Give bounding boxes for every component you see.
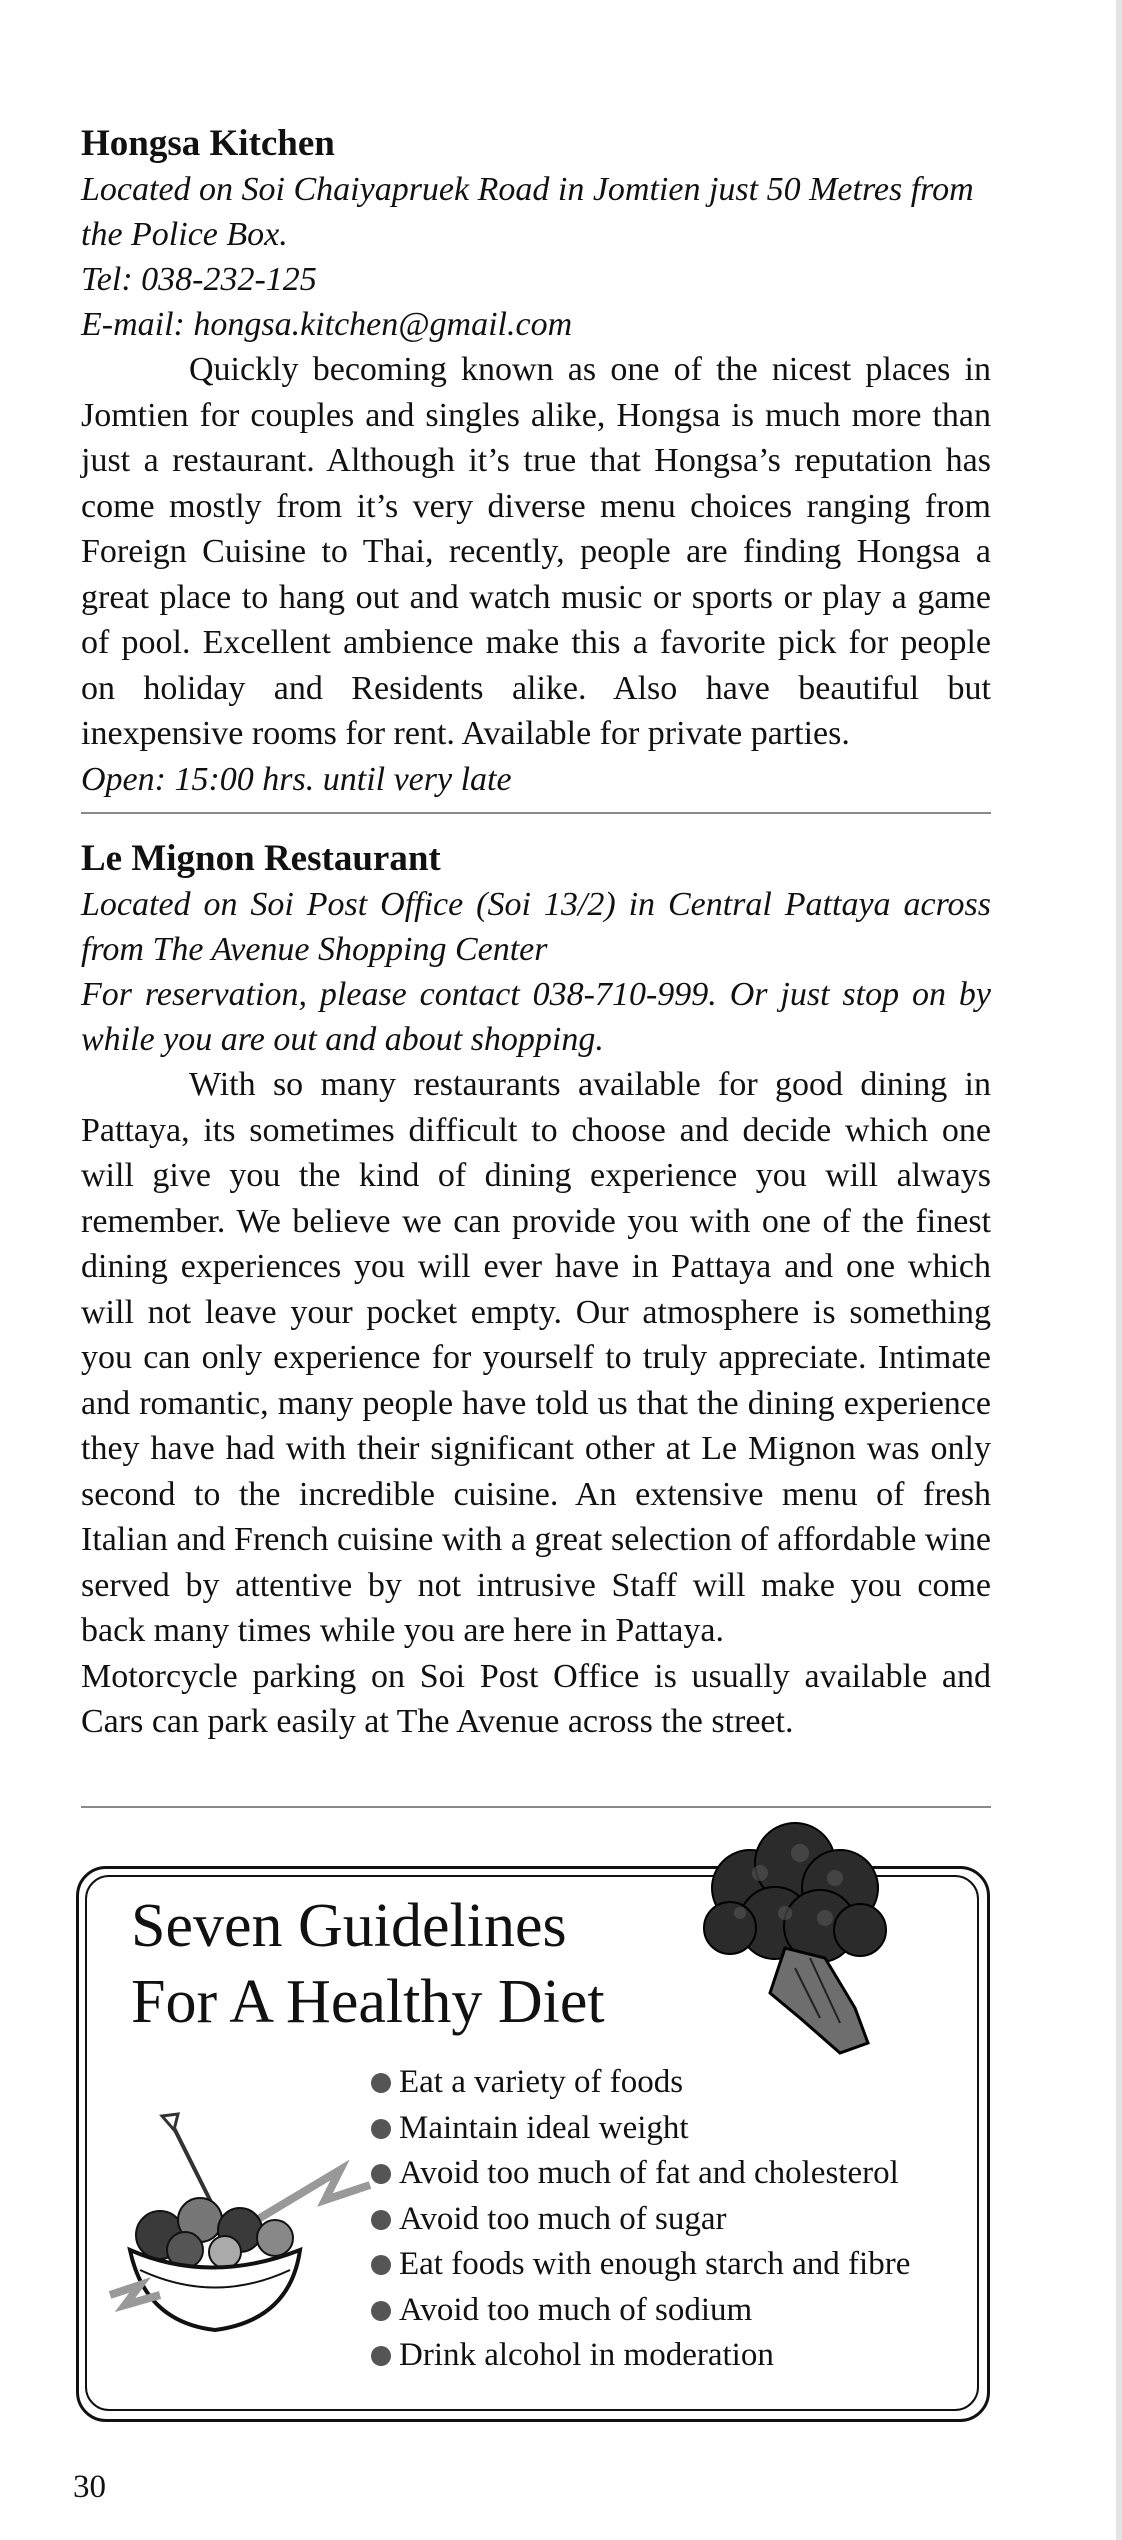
hongsa-title: Hongsa Kitchen [81, 123, 335, 164]
hongsa-kitchen-listing [81, 121, 991, 802]
bullet-icon [371, 2255, 391, 2275]
list-item: Avoid too much of sodium [371, 2288, 910, 2334]
hongsa-hours: Open: 15:00 hrs. until very late [81, 760, 512, 798]
hongsa-tel: Tel: 038-232-125 [81, 261, 317, 298]
mignon-reservation: For reservation, please contact 038-710-999. Or just stop on by while you are out and about shopping. [81, 976, 991, 1058]
guidelines-list [371, 2060, 910, 2379]
bullet-icon [371, 2073, 391, 2093]
mignon-parking: Motorcycle parking on Soi Post Office is usually available and Cars can park easily at The Avenue across the street. [81, 1657, 991, 1740]
hongsa-location: Located on Soi Chaiyapruek Road in Jomtien just 50 Metres from the Police Box. [81, 171, 974, 253]
bullet-icon [371, 2119, 391, 2139]
le-mignon-listing [81, 836, 991, 1745]
salad-bowl-icon [100, 2110, 400, 2360]
guidelines-title-line2: For A Healthy Diet [131, 1968, 605, 2036]
mignon-location: Located on Soi Post Office (Soi 13/2) in Central Pattaya across from The Avenue Shopping Center [81, 886, 991, 968]
list-item: Eat a variety of foods [371, 2060, 910, 2106]
bullet-icon [371, 2301, 391, 2321]
guidelines-title [131, 1888, 605, 2040]
hongsa-email: E-mail: hongsa.kitchen@gmail.com [81, 306, 573, 343]
page-number: 30 [73, 2469, 106, 2505]
mignon-description: With so many restaurants available for good dining in Pattaya, its sometimes difficult to choose and decide which one will give you the kind of dining experience you will always remember. We believe we can provide you with one of the finest dining experiences you will ever have in Pattaya and one which will not leave your pocket empty. Our atmosphere is something you can only experience for yourself to truly appreciate. Intimate and romantic, many people have told us that the dining experience they have had with their significant other at Le Mignon was only second to the incredible cuisine. An extensive menu of fresh Italian and French cuisine with a great selection of affordable wine served by attentive by not intrusive Staff will make you come back many times while you are here in Pattaya. [81, 1066, 991, 1649]
divider [81, 1806, 991, 1808]
list-item: Eat foods with enough starch and fibre [371, 2242, 910, 2288]
list-item: Avoid too much of sugar [371, 2197, 910, 2243]
page-edge [1116, 0, 1122, 2540]
bullet-icon [371, 2164, 391, 2184]
list-item: Drink alcohol in moderation [371, 2333, 910, 2379]
guidelines-title-line1: Seven Guidelines [131, 1892, 567, 1960]
broccoli-icon [690, 1818, 900, 2068]
divider [81, 812, 991, 814]
bullet-icon [371, 2346, 391, 2366]
list-item: Avoid too much of fat and cholesterol [371, 2151, 910, 2197]
bullet-icon [371, 2210, 391, 2230]
list-item: Maintain ideal weight [371, 2106, 910, 2152]
hongsa-description: Quickly becoming known as one of the nicest places in Jomtien for couples and singles alike, Hongsa is much more than just a restaurant. Although it’s true that Hongsa’s reputation has come mostly from it’s very diverse menu choices ranging from Foreign Cuisine to Thai, recently, people are finding Hongsa a great place to hang out and watch music or sports or play a game of pool. Excellent ambience make this a favorite pick for people on holiday and Residents alike. Also have beautiful but inexpensive rooms for rent. Available for private parties. [81, 351, 991, 752]
mignon-title: Le Mignon Restaurant [81, 838, 441, 879]
